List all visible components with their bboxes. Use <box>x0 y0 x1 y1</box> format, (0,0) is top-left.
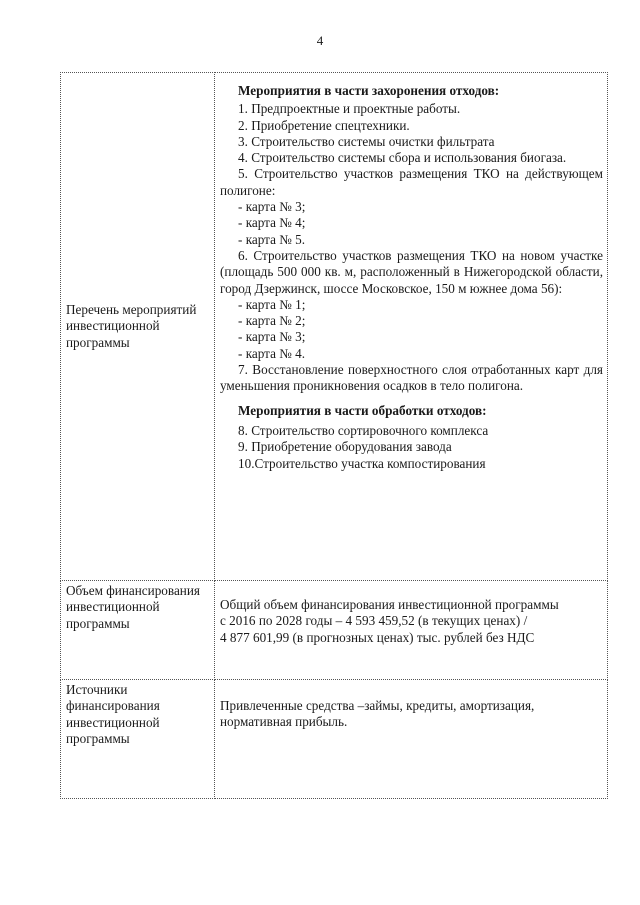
list-item: 1. Предпроектные и проектные работы. <box>238 101 461 117</box>
list-item: 3. Строительство системы очистки фильтрата <box>238 133 495 149</box>
sources-line: Привлеченные средства –займы, кредиты, амортизация, <box>220 698 535 713</box>
list-item: 7. Восстановление поверхностного слоя отработанных карт для уменьшения проникновения осадков в тело полигона. <box>220 362 603 394</box>
sources-line: нормативная прибыль. <box>220 714 348 730</box>
sub-list-item: - карта № 3; <box>238 199 306 215</box>
funding-line: Общий объем финансирования инвестиционной программы <box>220 597 559 612</box>
list-item: 10.Строительство участка компостирования <box>238 455 486 471</box>
sub-list-item: - карта № 3; <box>238 329 306 345</box>
sub-list-item: - карта № 2; <box>238 313 306 329</box>
section-heading-burial: Мероприятия в части захоронения отходов: <box>238 83 500 98</box>
funding-line: с 2016 по 2028 годы – 4 593 459,52 (в текущих ценах) / <box>220 613 528 629</box>
list-item: 2. Приобретение спецтехники. <box>238 117 410 133</box>
table-row-activities <box>61 73 608 581</box>
list-item: 6. Строительство участков размещения ТКО на новом участке (площадь 500 000 кв. м, расположенный в Нижегородской области, город Дзержинск, шоссе Московское, 150 м южнее дома 56): <box>220 247 603 296</box>
activities-content <box>215 73 608 581</box>
row-label-sources: Источники финансирования инвестиционной программы <box>61 680 215 799</box>
sub-list-item: - карта № 5. <box>238 231 306 247</box>
funding-line: 4 877 601,99 (в прогнозных ценах) тыс. рублей без НДС <box>220 629 535 645</box>
list-item: 8. Строительство сортировочного комплекса <box>238 422 489 438</box>
section-heading-processing: Мероприятия в части обработки отходов: <box>238 402 487 418</box>
list-item: 5. Строительство участков размещения ТКО на действующем полигоне: <box>220 166 603 198</box>
row-label-funding: Объем финансирования инвестиционной программы <box>61 581 215 680</box>
list-item: 4. Строительство системы сбора и использования биогаза. <box>238 150 567 166</box>
sources-content <box>215 680 608 799</box>
table-row-funding <box>61 581 608 680</box>
investment-program-table <box>60 72 608 799</box>
row-label-activities: Перечень мероприятий инвестиционной программы <box>61 73 215 581</box>
list-item: 9. Приобретение оборудования завода <box>238 439 452 455</box>
page-number: 4 <box>316 33 324 48</box>
table-row-sources <box>61 680 608 799</box>
sub-list-item: - карта № 4. <box>238 345 306 361</box>
funding-content <box>215 581 608 680</box>
sub-list-item: - карта № 1; <box>238 296 306 312</box>
sub-list-item: - карта № 4; <box>238 215 306 231</box>
